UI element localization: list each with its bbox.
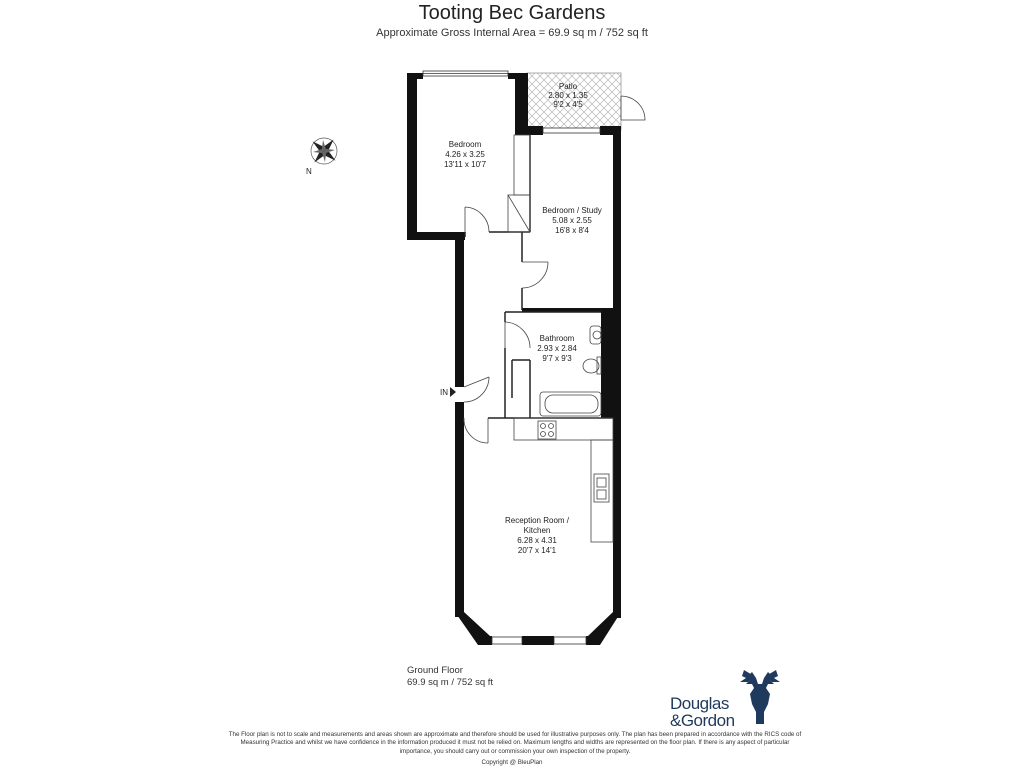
room-name-reception-line2: Kitchen xyxy=(523,526,551,535)
room-metric-reception: 6.28 x 4.31 xyxy=(517,536,557,545)
entrance-arrow-icon xyxy=(450,387,456,397)
logo-line-2: &Gordon xyxy=(670,711,735,730)
room-metric-bedroom: 4.26 x 3.25 xyxy=(445,150,485,159)
room-imperial-bathroom: 9'7 x 9'3 xyxy=(542,354,572,363)
compass-north-label: N xyxy=(306,167,312,176)
interior-walls xyxy=(465,135,613,418)
floor-summary xyxy=(407,665,493,689)
room-imperial-reception: 20'7 x 14'1 xyxy=(517,546,557,555)
company-logo xyxy=(670,695,735,729)
room-name-bedroom-study: Bedroom / Study xyxy=(542,206,602,215)
room-metric-bathroom: 2.93 x 2.84 xyxy=(537,344,577,353)
stag-head-icon xyxy=(740,670,780,724)
room-name-bathroom: Bathroom xyxy=(539,334,575,343)
room-name-reception: Reception Room / xyxy=(504,516,570,525)
room-metric-bedroom-study: 5.08 x 2.55 xyxy=(552,216,592,225)
wardrobe xyxy=(508,135,530,232)
room-imperial-bedroom: 13'11 x 10'7 xyxy=(443,160,487,169)
logo-line-1: Douglas xyxy=(670,694,729,713)
plan-title: Tooting Bec Gardens xyxy=(418,2,606,24)
copyright-text: Copyright @ BleuPlan xyxy=(481,759,543,766)
entrance-label: IN xyxy=(440,388,448,397)
room-metric-patio: 2.80 x 1.35 xyxy=(548,91,588,100)
room-name-patio: Patio xyxy=(558,82,578,91)
room-imperial-patio: 9'2 x 4'5 xyxy=(553,100,583,109)
compass-rose-icon xyxy=(311,138,338,165)
disclaimer-text: The Floor plan is not to scale and measurements and areas shown are approximate and therefore should be used for illustrative purposes only. The plan has been prepared in accordance with the RICS code of Measuring Practice and whilst we have confidence in the information produced it must not be relied on. Maximum lengths and widths are represented on the floor plan. If there is any aspect of particular importance, you should carry out or commission your own inspection of the property. xyxy=(228,731,802,755)
floor-name: Ground Floor xyxy=(407,665,463,676)
room-name-bedroom: Bedroom xyxy=(448,140,482,149)
plan-subtitle: Approximate Gross Internal Area = 69.9 sq m / 752 sq ft xyxy=(376,27,648,39)
room-imperial-bedroom-study: 16'8 x 8'4 xyxy=(555,226,589,235)
floor-area: 69.9 sq m / 752 sq ft xyxy=(407,677,494,688)
